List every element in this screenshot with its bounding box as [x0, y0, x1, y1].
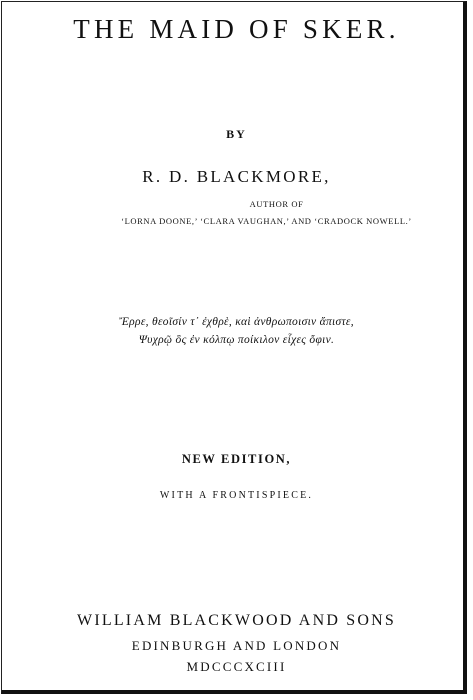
edition-label: NEW EDITION, [181, 452, 292, 466]
frontispiece-note: WITH A FRONTISPIECE. [159, 490, 314, 501]
book-title: THE MAID OF SKER. [73, 14, 400, 44]
epigraph-line-2: Ψυχρῷ ὃς ἐν κόλπῳ ποίκιλον εἶχες ὄφιν. [138, 334, 335, 346]
page-border [1, 1, 467, 694]
publication-year: MDCCCXCIII [186, 659, 287, 674]
epigraph-line-1: Ἔρρε, θεοῖσίν τ᾽ ἐχθρὲ, καὶ ἀνθρωποισιν ἄπιστε, [119, 316, 354, 328]
publication-place: EDINBURGH AND LONDON [131, 638, 342, 653]
by-line: BY [226, 127, 247, 141]
other-works: ‘LORNA DOONE,’ ‘CLARA VAUGHAN,’ AND ‘CRADOCK NOWELL.’ [121, 216, 412, 226]
author-name: R. D. BLACKMORE, [142, 167, 331, 186]
author-of-label: AUTHOR OF [249, 199, 304, 209]
publisher-name: WILLIAM BLACKWOOD AND SONS [77, 612, 396, 629]
